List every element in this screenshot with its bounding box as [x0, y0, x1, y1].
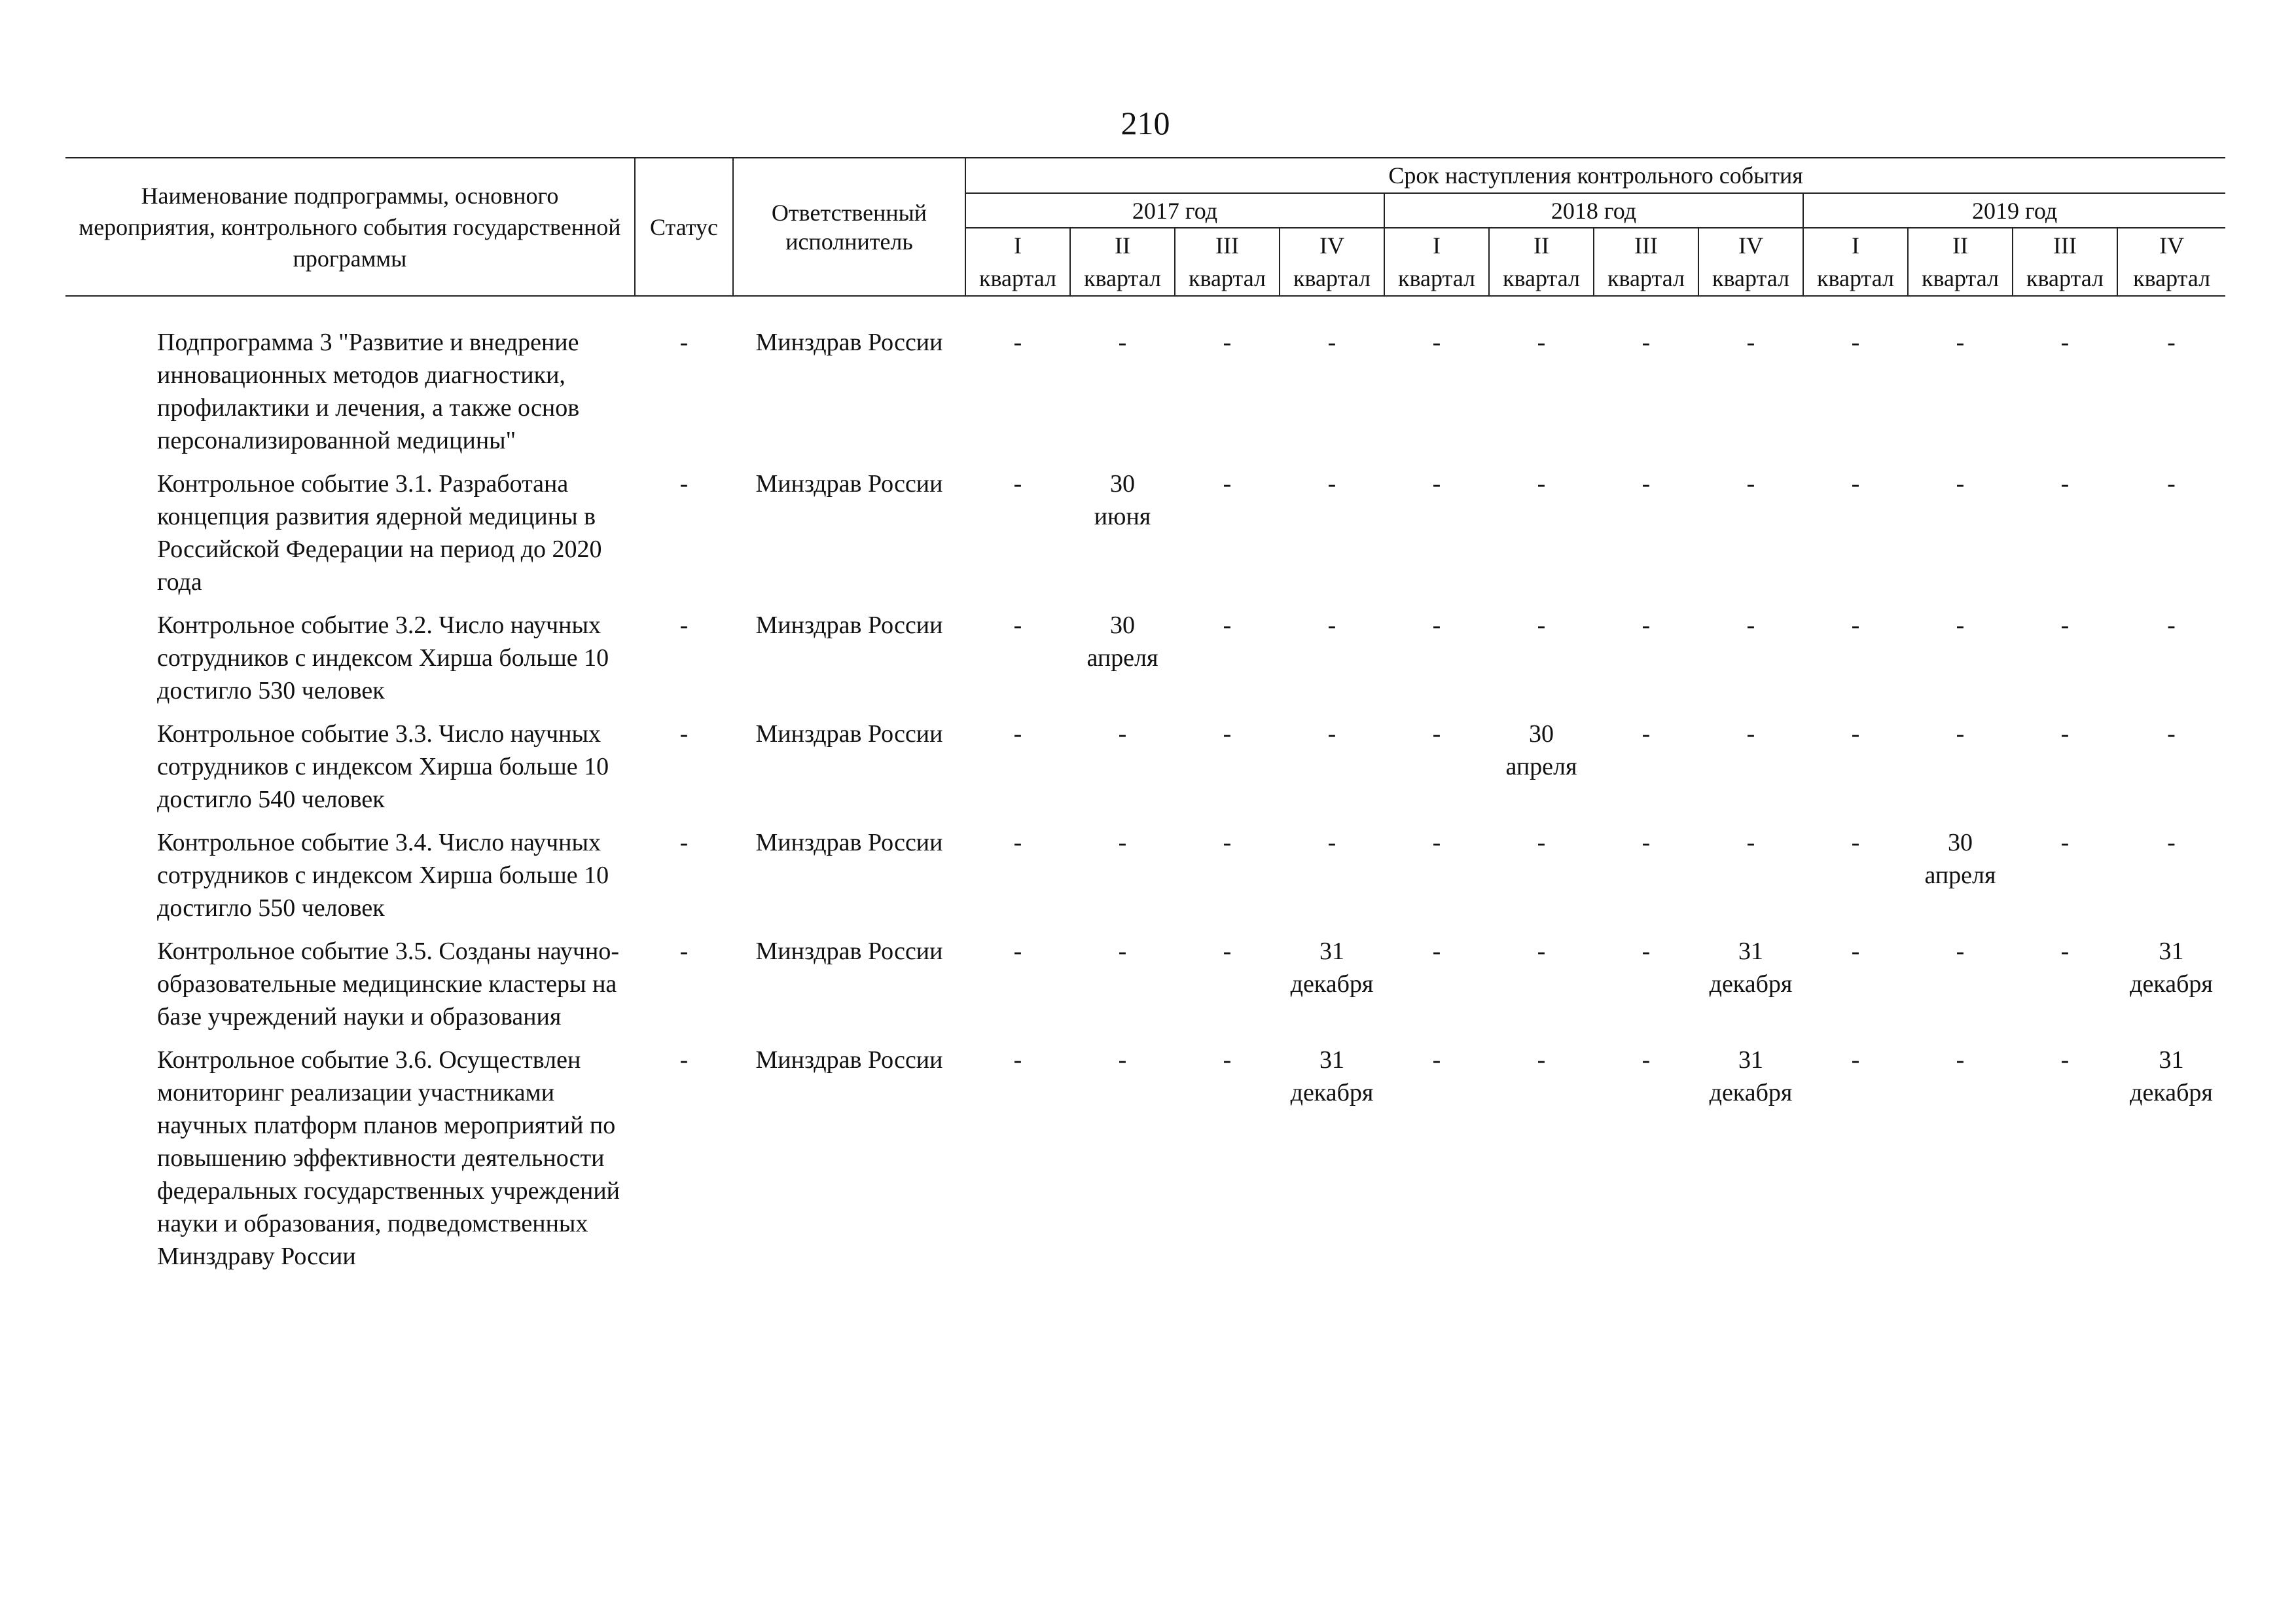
deadline-value: 31	[1319, 938, 1344, 965]
header-quarter	[1908, 228, 2013, 296]
deadline-value: -	[2167, 720, 2176, 748]
event-executor: Минздрав России	[755, 829, 943, 856]
deadline-month: декабря	[2130, 1079, 2213, 1106]
deadline-cell	[1698, 826, 1803, 935]
deadline-value: -	[1641, 938, 1651, 965]
quarter-number: I	[1852, 232, 1859, 259]
header-quarter	[2117, 228, 2225, 296]
deadline-cell	[1175, 718, 1280, 826]
quarter-label: квартал	[1607, 265, 1685, 291]
header-year: 2019 год	[1803, 193, 2225, 228]
deadline-value: 30	[1110, 611, 1135, 639]
deadline-value: -	[1956, 938, 1965, 965]
deadline-month: декабря	[1290, 1079, 1374, 1106]
deadline-month: апреля	[1924, 862, 1996, 889]
deadline-cell	[1175, 1044, 1280, 1283]
deadline-value: -	[1432, 1046, 1441, 1074]
deadline-value: -	[2060, 829, 2070, 856]
deadline-value: 31	[2159, 938, 2184, 965]
deadline-value: -	[1641, 329, 1651, 356]
deadline-cell	[1594, 1044, 1698, 1283]
deadline-cell	[1594, 826, 1698, 935]
deadline-cell	[1175, 935, 1280, 1044]
deadline-value: -	[1537, 1046, 1546, 1074]
deadline-cell	[1803, 718, 1908, 826]
deadline-value: -	[1746, 329, 1755, 356]
deadline-value: -	[1851, 470, 1860, 498]
deadline-cell	[1489, 326, 1594, 467]
header-quarter	[1594, 228, 1698, 296]
event-name: Подпрограмма 3 "Развитие и внедрение инновационных методов диагностики, профилактики и лечения, а также основ персонализированной медицины"	[157, 329, 580, 454]
deadline-value: -	[1223, 1046, 1232, 1074]
deadline-cell	[1803, 1044, 1908, 1283]
quarter-label: квартал	[2133, 265, 2211, 291]
deadline-value: -	[1432, 470, 1441, 498]
deadline-cell	[1280, 826, 1384, 935]
deadline-cell	[1489, 467, 1594, 609]
deadline-value: -	[1746, 470, 1755, 498]
deadline-cell	[1698, 609, 1803, 718]
deadline-value: -	[1432, 720, 1441, 748]
deadline-cell	[1175, 609, 1280, 718]
deadline-cell	[2117, 467, 2225, 609]
event-status: -	[679, 1046, 689, 1074]
deadline-value: -	[2167, 611, 2176, 639]
deadline-month: апреля	[1505, 753, 1577, 780]
deadline-value: -	[1537, 829, 1546, 856]
deadline-cell	[1803, 935, 1908, 1044]
deadline-value: -	[1223, 938, 1232, 965]
deadline-cell	[965, 718, 1070, 826]
deadline-value: -	[1641, 720, 1651, 748]
table-row	[65, 1044, 2225, 1283]
deadline-cell	[965, 826, 1070, 935]
quarter-number: IV	[1319, 232, 1344, 259]
deadline-value: -	[1746, 611, 1755, 639]
quarter-number: III	[1215, 232, 1239, 259]
quarter-number: III	[1634, 232, 1658, 259]
quarter-label: квартал	[1922, 265, 1999, 291]
quarter-label: квартал	[1817, 265, 1894, 291]
deadline-value: -	[1223, 470, 1232, 498]
deadline-cell	[965, 326, 1070, 467]
deadline-value: -	[2060, 470, 2070, 498]
deadline-cell	[1384, 609, 1489, 718]
deadline-cell	[1070, 609, 1175, 718]
quarter-label: квартал	[1712, 265, 1789, 291]
deadline-cell	[1175, 326, 1280, 467]
deadline-month: декабря	[1709, 1079, 1793, 1106]
deadline-cell	[1908, 826, 2013, 935]
deadline-cell	[1594, 326, 1698, 467]
deadline-cell	[1384, 935, 1489, 1044]
deadline-value: -	[1851, 611, 1860, 639]
deadline-cell	[965, 609, 1070, 718]
quarter-label: квартал	[2026, 265, 2104, 291]
quarter-number: II	[1534, 232, 1549, 259]
deadline-cell	[1803, 826, 1908, 935]
header-quarter	[965, 228, 1070, 296]
deadline-value: -	[1746, 829, 1755, 856]
deadline-cell	[1384, 1044, 1489, 1283]
deadline-cell	[1489, 718, 1594, 826]
deadline-cell	[2117, 718, 2225, 826]
deadline-cell	[1280, 1044, 1384, 1283]
deadline-cell	[1908, 467, 2013, 609]
deadline-value: -	[2060, 938, 2070, 965]
deadline-value: -	[1327, 329, 1336, 356]
table-row	[65, 826, 2225, 935]
deadline-value: -	[1956, 329, 1965, 356]
deadline-month: декабря	[1709, 970, 1793, 998]
deadline-cell	[1698, 1044, 1803, 1283]
event-executor: Минздрав России	[755, 720, 943, 748]
event-status: -	[679, 611, 689, 639]
event-executor: Минздрав России	[755, 938, 943, 965]
header-quarter	[1280, 228, 1384, 296]
table-row	[65, 609, 2225, 718]
quarter-label: квартал	[1084, 265, 1161, 291]
deadline-cell	[2013, 935, 2117, 1044]
event-status: -	[679, 938, 689, 965]
deadline-cell	[2013, 609, 2117, 718]
event-name: Контрольное событие 3.1. Разработана концепция развития ядерной медицины в Российской Федерации на период до 2020 года	[157, 470, 602, 596]
header-year: 2018 год	[1384, 193, 1803, 228]
deadline-cell	[1489, 935, 1594, 1044]
table-row	[65, 326, 2225, 467]
deadline-cell	[2013, 1044, 2117, 1283]
deadline-cell	[1280, 718, 1384, 826]
deadline-value: -	[1537, 470, 1546, 498]
header-quarter	[1803, 228, 1908, 296]
deadline-value: -	[1223, 611, 1232, 639]
deadline-cell	[1908, 326, 2013, 467]
deadline-cell	[965, 467, 1070, 609]
deadline-value: 31	[1738, 1046, 1763, 1074]
deadline-value: -	[2167, 470, 2176, 498]
table-header	[65, 157, 2225, 297]
header-quarter	[1698, 228, 1803, 296]
deadline-value: -	[1537, 611, 1546, 639]
deadline-value: -	[1851, 938, 1860, 965]
deadline-value: -	[1327, 829, 1336, 856]
deadline-cell	[1698, 467, 1803, 609]
deadline-cell	[2117, 935, 2225, 1044]
deadline-value: -	[1432, 611, 1441, 639]
deadline-value: -	[1432, 329, 1441, 356]
header-executor-column: Ответственный исполнитель	[733, 158, 965, 296]
deadline-cell	[1594, 935, 1698, 1044]
deadline-value: 30	[1529, 720, 1554, 748]
page-number: 210	[1121, 105, 1170, 141]
deadline-cell	[1070, 935, 1175, 1044]
deadline-cell	[1070, 718, 1175, 826]
deadline-value: 30	[1110, 470, 1135, 498]
deadline-value: -	[2060, 1046, 2070, 1074]
deadline-cell	[1280, 935, 1384, 1044]
quarter-number: IV	[2159, 232, 2185, 259]
deadline-value: 31	[1738, 938, 1763, 965]
deadline-cell	[1908, 718, 2013, 826]
deadline-cell	[1908, 1044, 2013, 1283]
deadline-value: -	[1537, 329, 1546, 356]
event-status: -	[679, 829, 689, 856]
deadline-cell	[2117, 826, 2225, 935]
deadline-cell	[2117, 1044, 2225, 1283]
quarter-number: II	[1952, 232, 1968, 259]
quarter-number: I	[1014, 232, 1022, 259]
deadline-cell	[2013, 467, 2117, 609]
header-quarter	[2013, 228, 2117, 296]
deadline-cell	[2013, 326, 2117, 467]
deadline-value: -	[1641, 611, 1651, 639]
deadline-value: -	[2060, 329, 2070, 356]
deadline-cell	[1384, 826, 1489, 935]
deadline-value: -	[1118, 1046, 1127, 1074]
deadline-value: -	[1432, 938, 1441, 965]
deadline-value: -	[1956, 611, 1965, 639]
deadline-cell	[1594, 467, 1698, 609]
deadline-value: -	[1327, 470, 1336, 498]
deadline-cell	[1803, 467, 1908, 609]
deadline-value: -	[1118, 938, 1127, 965]
event-executor: Минздрав России	[755, 470, 943, 498]
deadline-cell	[1594, 609, 1698, 718]
deadline-value: -	[1223, 829, 1232, 856]
deadline-cell	[1489, 1044, 1594, 1283]
event-status: -	[679, 470, 689, 498]
deadline-cell	[1908, 609, 2013, 718]
event-executor: Минздрав России	[755, 611, 943, 639]
header-year: 2017 год	[965, 193, 1384, 228]
deadline-cell	[1384, 718, 1489, 826]
deadline-value: -	[1956, 1046, 1965, 1074]
deadline-value: -	[2167, 829, 2176, 856]
deadline-value: 30	[1948, 829, 1973, 856]
deadline-cell	[1489, 609, 1594, 718]
event-name: Контрольное событие 3.5. Созданы научно-образовательные медицинские кластеры на базе учреждений науки и образования	[157, 938, 619, 1030]
event-executor: Минздрав России	[755, 1046, 943, 1074]
deadline-value: -	[1013, 829, 1022, 856]
table-row	[65, 935, 2225, 1044]
deadline-cell	[1384, 326, 1489, 467]
deadline-cell	[1489, 826, 1594, 935]
deadline-value: -	[1013, 329, 1022, 356]
quarter-label: квартал	[979, 265, 1056, 291]
deadline-cell	[2117, 609, 2225, 718]
deadline-cell	[1280, 609, 1384, 718]
event-executor: Минздрав России	[755, 329, 943, 356]
deadline-cell	[1384, 467, 1489, 609]
quarter-number: II	[1115, 232, 1130, 259]
event-name: Контрольное событие 3.6. Осуществлен мониторинг реализации участниками научных платформ планов мероприятий по повышению эффективности деятельности федеральных государственных учреждений науки и образования, подведомственных Минздраву России	[157, 1046, 620, 1270]
deadline-cell	[1698, 326, 1803, 467]
deadline-cell	[2117, 326, 2225, 467]
deadline-cell	[1698, 935, 1803, 1044]
deadline-value: -	[1327, 720, 1336, 748]
quarter-label: квартал	[1189, 265, 1266, 291]
deadline-value: -	[1956, 720, 1965, 748]
event-name: Контрольное событие 3.4. Число научных сотрудников с индексом Хирша больше 10 достигло 550 человек	[157, 829, 609, 922]
quarter-label: квартал	[1398, 265, 1475, 291]
deadline-value: -	[1118, 829, 1127, 856]
deadline-value: -	[1851, 329, 1860, 356]
deadline-value: -	[1851, 1046, 1860, 1074]
deadline-value: -	[1118, 329, 1127, 356]
deadline-cell	[1803, 609, 1908, 718]
deadline-cell	[1070, 1044, 1175, 1283]
deadline-cell	[1908, 935, 2013, 1044]
quarter-number: IV	[1738, 232, 1763, 259]
events-table	[65, 326, 2225, 1283]
deadline-month: июня	[1094, 503, 1151, 530]
deadline-value: -	[1641, 470, 1651, 498]
deadline-cell	[1803, 326, 1908, 467]
table-row	[65, 467, 2225, 609]
event-name: Контрольное событие 3.3. Число научных сотрудников с индексом Хирша больше 10 достигло 540 человек	[157, 720, 609, 813]
deadline-cell	[1175, 467, 1280, 609]
header-quarter	[1070, 228, 1175, 296]
header-quarter	[1384, 228, 1489, 296]
deadline-value: -	[1851, 829, 1860, 856]
deadline-value: -	[1118, 720, 1127, 748]
deadline-value: -	[2167, 329, 2176, 356]
deadline-value: -	[1641, 1046, 1651, 1074]
quarter-number: III	[2053, 232, 2077, 259]
deadline-value: -	[1223, 720, 1232, 748]
deadline-cell	[1280, 326, 1384, 467]
deadline-value: 31	[1319, 1046, 1344, 1074]
quarter-label: квартал	[1503, 265, 1580, 291]
header-status-column: Статус	[635, 158, 733, 296]
deadline-value: -	[1013, 611, 1022, 639]
deadline-value: -	[1013, 938, 1022, 965]
deadline-cell	[1594, 718, 1698, 826]
header-deadline-group: Срок наступления контрольного события	[965, 158, 2225, 193]
deadline-cell	[1280, 467, 1384, 609]
deadline-value: -	[1641, 829, 1651, 856]
deadline-cell	[2013, 826, 2117, 935]
deadline-value: -	[1013, 1046, 1022, 1074]
deadline-month: декабря	[2130, 970, 2213, 998]
deadline-value: -	[1537, 938, 1546, 965]
deadline-month: декабря	[1290, 970, 1374, 998]
deadline-cell	[1070, 326, 1175, 467]
deadline-value: -	[2060, 720, 2070, 748]
quarter-number: I	[1433, 232, 1441, 259]
deadline-value: -	[1956, 470, 1965, 498]
event-status: -	[679, 329, 689, 356]
deadline-cell	[1070, 467, 1175, 609]
deadline-value: -	[1013, 720, 1022, 748]
deadline-cell	[965, 1044, 1070, 1283]
deadline-value: -	[1327, 611, 1336, 639]
deadline-value: -	[1851, 720, 1860, 748]
event-status: -	[679, 720, 689, 748]
deadline-cell	[965, 935, 1070, 1044]
deadline-value: -	[1013, 470, 1022, 498]
event-name: Контрольное событие 3.2. Число научных сотрудников с индексом Хирша больше 10 достигло 530 человек	[157, 611, 609, 704]
quarter-label: квартал	[1293, 265, 1371, 291]
deadline-month: апреля	[1086, 644, 1158, 672]
header-name-column: Наименование подпрограммы, основного мероприятия, контрольного события государственной программы	[65, 158, 635, 296]
deadline-value: -	[1432, 829, 1441, 856]
table-row	[65, 718, 2225, 826]
deadline-value: -	[1223, 329, 1232, 356]
deadline-cell	[1070, 826, 1175, 935]
deadline-value: -	[1746, 720, 1755, 748]
header-quarter	[1489, 228, 1594, 296]
header-quarter	[1175, 228, 1280, 296]
deadline-cell	[1175, 826, 1280, 935]
deadline-cell	[2013, 718, 2117, 826]
deadline-cell	[1698, 718, 1803, 826]
deadline-value: 31	[2159, 1046, 2184, 1074]
deadline-value: -	[2060, 611, 2070, 639]
